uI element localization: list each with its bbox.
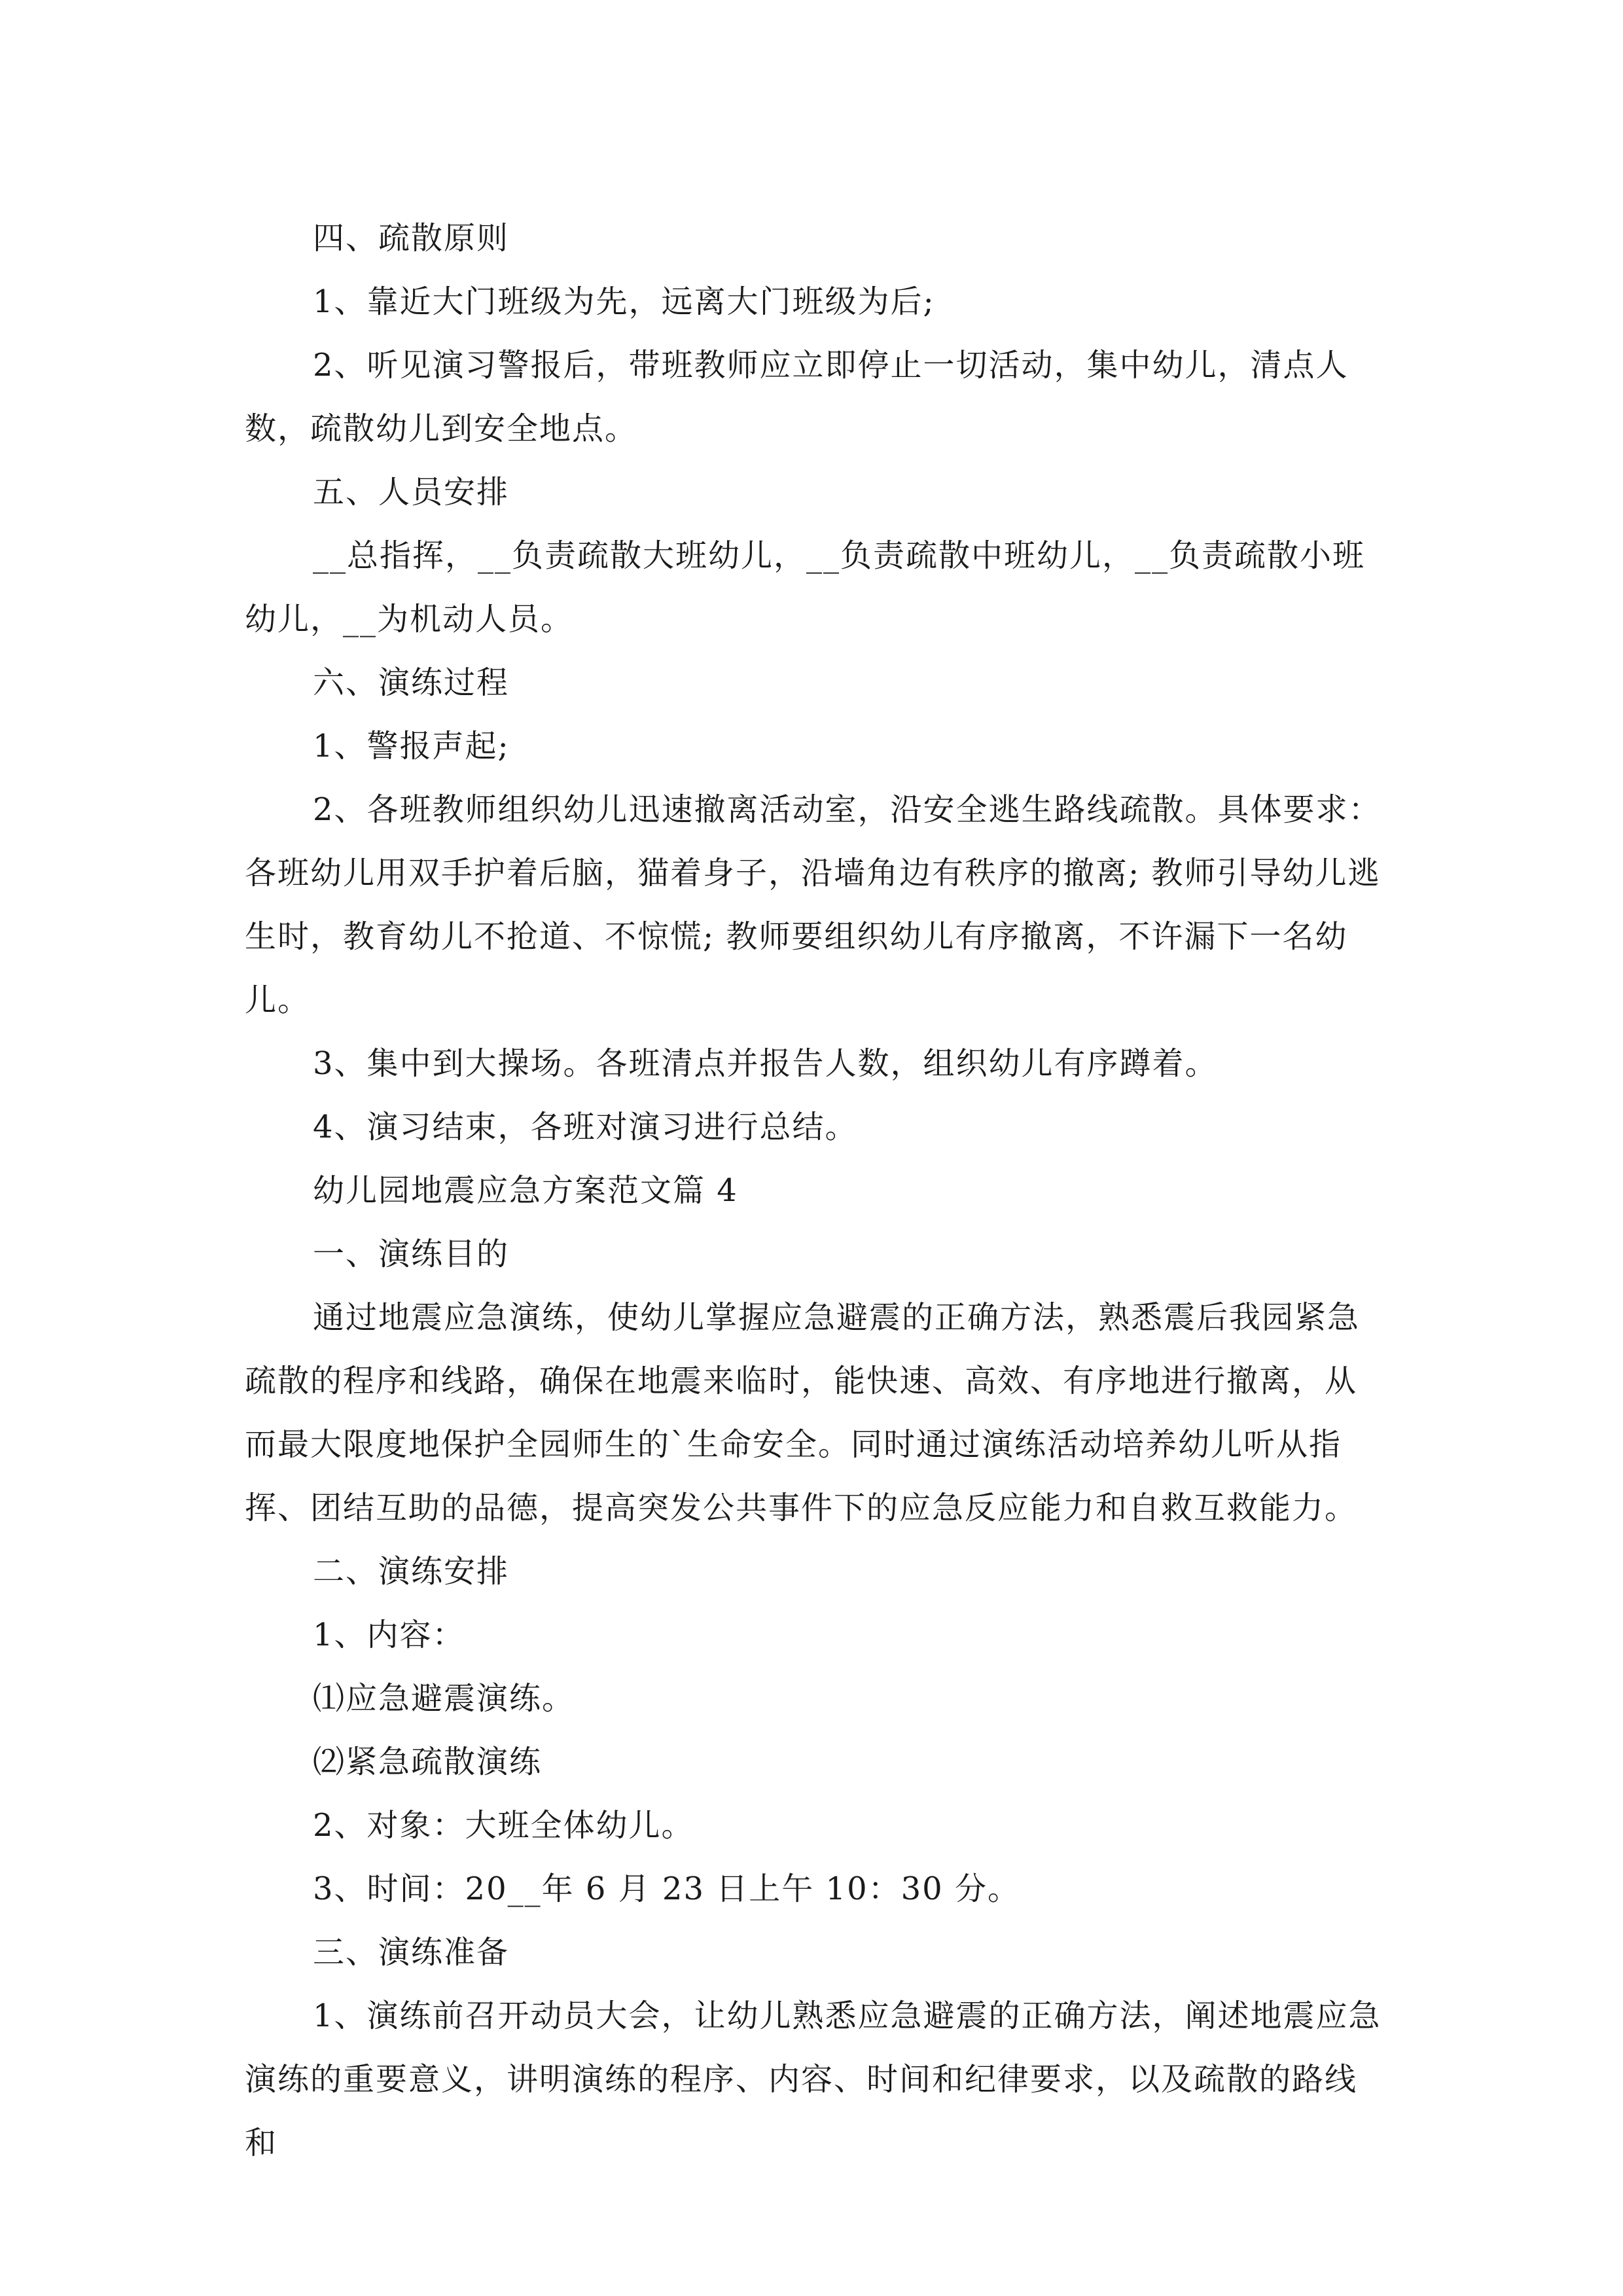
paragraph-item: 1、内容： [313, 1617, 465, 1653]
paragraph-item: 2、各班教师组织幼儿迅速撤离活动室，沿安全逃生路线疏散。具体要求：各班幼儿用双手护着后脑，猫着身子，沿墙角边有秩序的撤离; 教师引导幼儿逃生时，教育幼儿不抢道、不惊慌; 教师要组织幼儿有序撤离，不许漏下一名幼儿。 [245, 791, 1382, 1018]
paragraph-item: ⑵紧急疏散演练 [313, 1744, 543, 1780]
section-heading-staff-arrangement: 五、人员安排 [313, 474, 510, 511]
section-heading-drill-process: 六、演练过程 [313, 664, 510, 701]
article-title: 幼儿园地震应急方案范文篇 4 [313, 1172, 738, 1209]
paragraph-item: 2、听见演习警报后，带班教师应立即停止一切活动，集中幼儿，清点人数，疏散幼儿到安全地点。 [245, 347, 1349, 447]
paragraph-item: 4、演习结束，各班对演习进行总结。 [313, 1109, 858, 1145]
paragraph-item: 1、靠近大门班级为先，远离大门班级为后; [313, 283, 935, 320]
document-body [245, 207, 1383, 2175]
paragraph-item: 1、演练前召开动员大会，让幼儿熟悉应急避震的正确方法，阐述地震应急演练的重要意义，讲明演练的程序、内容、时间和纪律要求，以及疏散的路线和 [245, 1998, 1382, 2161]
paragraph-item: __总指挥，__负责疏散大班幼儿，__负责疏散中班幼儿，__负责疏散小班幼儿，__为机动人员。 [245, 537, 1366, 637]
section-heading-evacuation-principles: 四、疏散原则 [313, 220, 510, 257]
section-heading-drill-arrangement: 二、演练安排 [313, 1553, 510, 1590]
paragraph-item: 3、集中到大操场。各班清点并报告人数，组织幼儿有序蹲着。 [313, 1045, 1218, 1082]
section-heading-drill-preparation: 三、演练准备 [313, 1934, 510, 1971]
paragraph-item: 3、时间：20__年 6 月 23 日上午 10：30 分。 [313, 1871, 1020, 1907]
section-heading-drill-purpose: 一、演练目的 [313, 1236, 510, 1272]
paragraph-item: ⑴应急避震演练。 [313, 1680, 575, 1717]
paragraph-item: 通过地震应急演练，使幼儿掌握应急避震的正确方法，熟悉震后我园紧急疏散的程序和线路，确保在地震来临时，能快速、高效、有序地进行撤离，从而最大限度地保护全园师生的`生命安全。同时通过演练活动培养幼儿听从指挥、团结互助的品德，提高突发公共事件下的应急反应能力和自救互救能力。 [245, 1299, 1361, 1526]
paragraph-item: 2、对象：大班全体幼儿。 [313, 1807, 694, 1844]
paragraph-item: 1、警报声起; [313, 728, 510, 764]
